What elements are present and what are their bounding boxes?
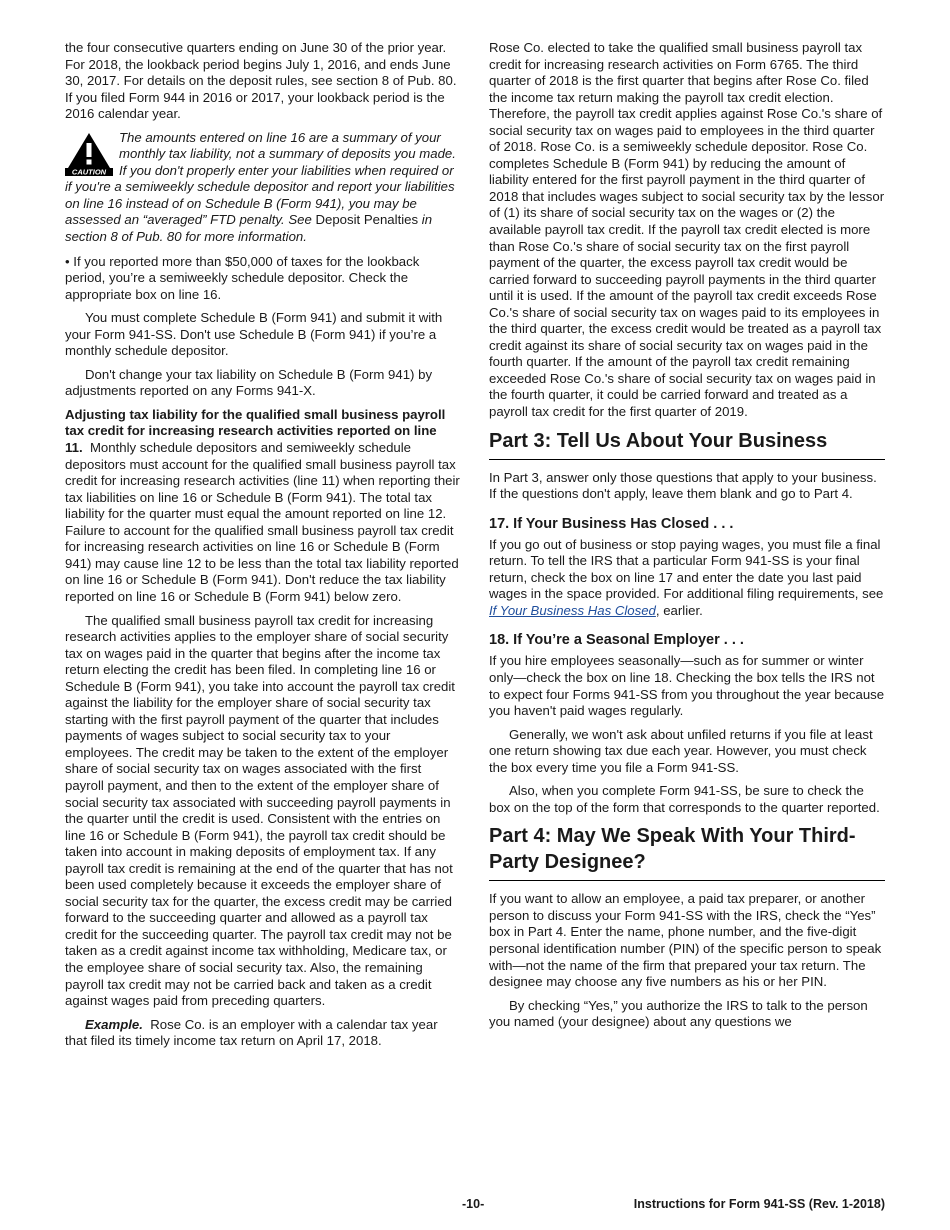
adjusting-text: Monthly schedule depositors and semiweekly schedule depositors must account for the qualified small business payroll tax credit for increasing research activities (line 11) when reporting their tax liabilities on line 16 or Schedule B (Form 941). The total tax liability for the quarter must equal the amount reported on line 12. Failure to account for the qualified small business payroll tax credit for increasing research activities on line 16 or Schedule B (Form 941) may cause line 12 to be less than the total tax liability reported on line 16 or Schedule B (Form 941). Don't reduce the tax liability reported on line 16 or Schedule B (Form 941) below zero. (65, 440, 460, 604)
line17-heading: 17. If Your Business Has Closed . . . (489, 515, 734, 532)
example-text: Rose Co. is an employer with a calendar tax year that filed its timely income tax return on April 17, 2018. (65, 1016, 438, 1049)
rose-co-paragraph: Rose Co. elected to take the qualified small business payroll tax credit for increasing research activities on Form 6765. The third quarter of 2018 is the first quarter that begins after Rose Co. filed the income tax return making the payroll tax credit election. Therefore, the payroll tax credit applies against Rose Co.'s share of social security tax on wages paid to employees in the third quarter of 2018. Rose Co. is a semiweekly schedule depositor. Rose Co. completes Schedule B (Form 941) by reducing the amount of liability entered for the first payroll payment in the third quarter of 2018 that includes wages subject to social security tax by the lessor of (1) its share of social security tax on the wages or (2) the available payroll tax credit. If the payroll tax credit elected is more than Rose Co.'s share of social security tax on the first payroll payment of the quarter, the excess payroll tax credit would be carried forward to succeeding payroll payments in the third quarter until it is used. If the amount of the payroll tax credit exceeds Rose Co.'s share of social security tax on wages paid to its employees in the third quarter, the excess credit would be treated as a payroll tax credit against its share of social security tax on wages paid in the fourth quarter. If the amount of the payroll tax credit remaining exceeded Rose Co.'s share of social security tax on wages paid in the fourth quarter, it could be carried forward and treated as a payroll tax credit for the first quarter of 2019. (489, 40, 885, 420)
line17-paragraph (489, 537, 885, 620)
caution-text: The amounts entered on line 16 are a summary of your monthly tax liability, not a summary of deposits you made. If you don't properly enter your liabilities when required or if you're a semiweekly schedule depositor and report your liabilities on line 16 instead of on Schedule B (Form 941), you may be assessed an “averaged” FTD penalty. See (65, 129, 456, 228)
adjusting-paragraph (65, 407, 460, 606)
part3-intro: In Part 3, answer only those questions that apply to your business. If the questions don't apply, leave them blank and go to Part 4. (489, 469, 877, 502)
part4-heading: Part 4: May We Speak With Your Third-Party Designee? (489, 823, 885, 881)
line18-heading: 18. If You’re a Seasonal Employer . . . (489, 632, 744, 649)
schedule-b-paragraph: You must complete Schedule B (Form 941) and submit it with your Form 941-SS. Don't use Schedule B (Form 941) if you’re a monthly schedule depositor. (65, 310, 443, 359)
line17-text: If you go out of business or stop paying wages, you must file a final return. To tell the IRS that a particular Form 941-SS is your final return, check the box on line 17 and enter the date you last paid wages in the space provided. For additional filing requirements, see (489, 536, 884, 602)
business-closed-link[interactable]: If Your Business Has Closed (489, 602, 656, 618)
caution-icon (65, 132, 113, 176)
line17-text-end: , earlier. (655, 602, 703, 618)
part4-paragraph: If you want to allow an employee, a paid tax preparer, or another person to discuss your Form 941-SS with the IRS, check the “Yes” box in Part 4. Enter the name, phone number, and the five-digit personal identification number (PIN) of the specific person to speak with—not the name of the firm that prepared your tax return. The designee may choose any five numbers as his or her PIN. (489, 891, 882, 990)
form-title-footer: Instructions for Form 941-SS (Rev. 1-2018) (633, 1197, 885, 1211)
caution-text-end: in section 8 of Pub. 80 for more information. (65, 212, 433, 245)
unfiled-returns-paragraph: Generally, we won't ask about unfiled returns if you file at least one return showing tax due each year. However, you must check the box every time you file a Form 941-SS. (489, 726, 873, 775)
caution-note (65, 130, 460, 246)
line18-paragraph: If you hire employees seasonally—such as for summer or winter only—check the box on line 18. Checking the box tells the IRS not to expect four Forms 941-SS from you throughout the year because you haven't paid wages regularly. (489, 653, 885, 719)
dont-change-paragraph: Don't change your tax liability on Schedule B (Form 941) by adjustments reported on any Forms 941-X. (65, 366, 433, 399)
check-box-paragraph: Also, when you complete Form 941-SS, be sure to check the box on the top of the form that corresponds to the quarter reported. (489, 783, 880, 815)
caution-icon-label: CAUTION (71, 167, 107, 176)
page-number: -10- (462, 1197, 485, 1211)
right-column (489, 40, 885, 1038)
example-label: Example. (85, 1016, 143, 1032)
lookback-paragraph: the four consecutive quarters ending on June 30 of the prior year. For 2018, the lookback period begins July 1, 2016, and ends June 30, 2017. For details on the deposit rules, see section 8 of Pub. 80. If you filed Form 944 in 2016 or 2017, your lookback period is the 2016 calendar year. (65, 40, 457, 122)
part3-heading: Part 3: Tell Us About Your Business (489, 428, 885, 460)
semiweekly-bullet: • If you reported more than $50,000 of taxes for the lookback period, you’re a semiweekly schedule depositor. Check the appropriate box on line 16. (65, 253, 420, 302)
qualified-credit-paragraph: The qualified small business payroll tax credit for increasing research activities applies to the employer share of social security tax on wages paid in the quarter that begins after the income tax return electing the credit has been filed. In completing line 16 or Schedule B (Form 941), you take into account the payroll tax credit against the liability for the employer share of social security tax starting with the first payroll payment of the quarter that includes payments of wages subject to social security tax to your employees. The credit may be taken to the extent of the employer share of social security tax on wages associated with the first payroll payment, and then to the extent of the employer share of social security tax associated with succeeding payroll payments in the quarter until the credit is used. Consistent with the entries on line 16 or Schedule B (Form 941), the payroll tax credit should be taken into account in making deposits of employment tax. If any payroll tax credit is remaining at the end of the quarter that has not been used completely because it exceeds the employer share of social security tax for the quarter, the excess credit may be carried forward to the succeeding quarter and allowed as a payroll tax credit for the succeeding quarter. The payroll tax credit may not be taken as a credit against income tax withholding, Medicare tax, or the employee share of social security tax. Also, the remaining payroll tax credit may not be carried back and taken as a credit against wages paid from preceding quarters. (65, 612, 455, 1009)
example-paragraph (65, 1017, 460, 1050)
left-column (65, 40, 460, 1057)
adjusting-heading: Adjusting tax liability for the qualified small business payroll tax credit for increasing research activities reported on line 11. (65, 406, 446, 456)
caution-reference: Deposit Penalties (315, 212, 419, 228)
part4-authorize-paragraph: By checking “Yes,” you authorize the IRS to talk to the person you named (your designee) about any questions we (489, 997, 868, 1030)
